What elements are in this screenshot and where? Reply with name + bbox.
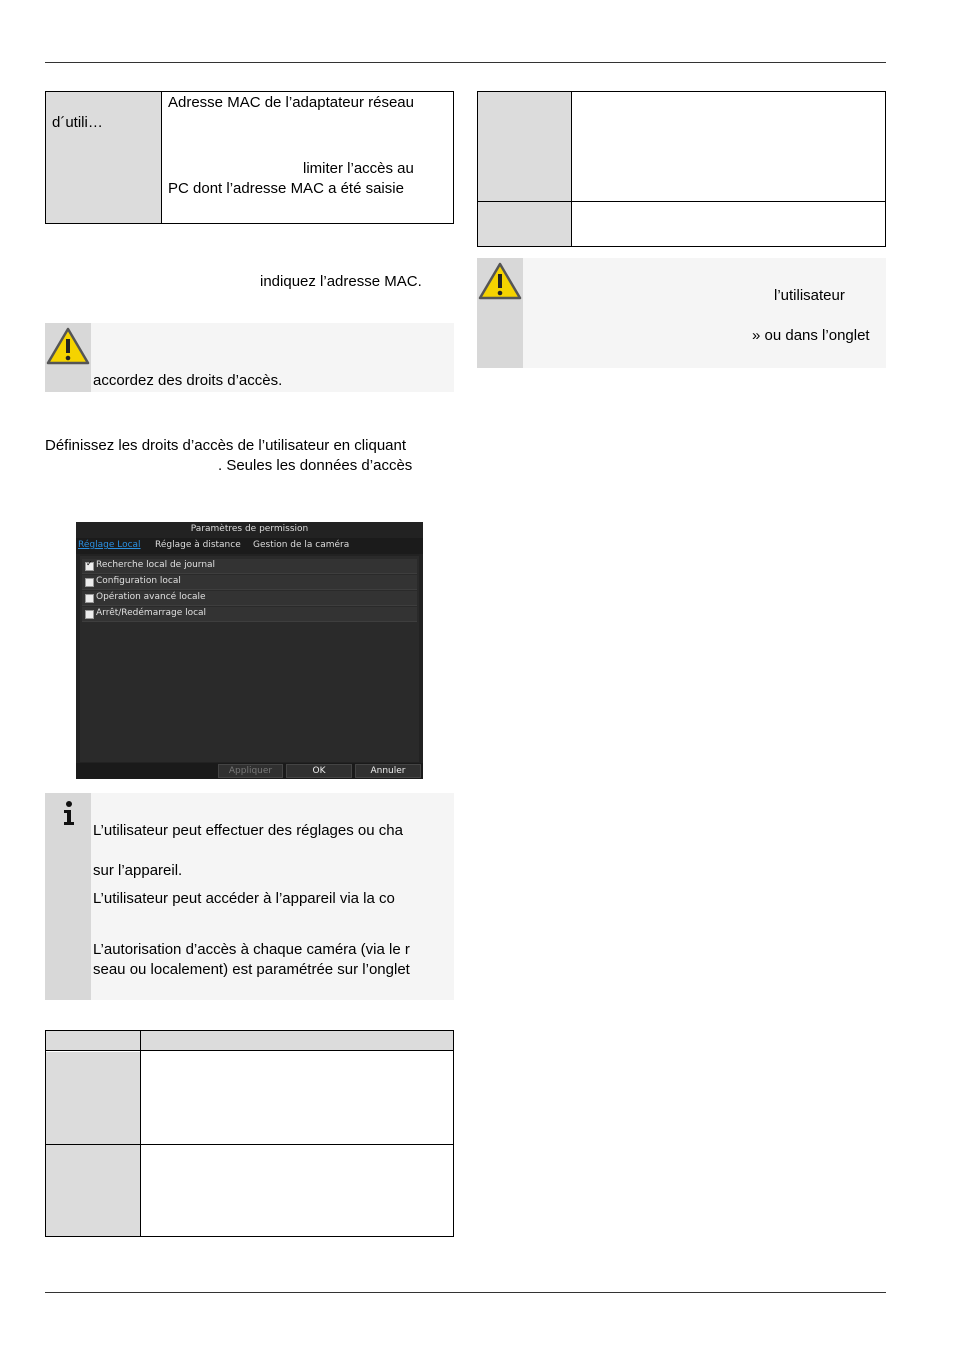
info-note-line3: L’utilisateur peut accéder à l’appareil via la co (93, 890, 395, 907)
permission-para-line1: Définissez les droits d’accès de l’utilisateur en cliquant (45, 437, 407, 454)
option-row[interactable] (82, 559, 417, 574)
warning-icon (478, 262, 522, 300)
info-note-line5: seau ou localement) est paramétrée sur l’onglet (93, 961, 410, 978)
right-table-left-col (478, 92, 572, 246)
info-icon (60, 800, 78, 826)
warning-note-1-text: accordez des droits d’accès. (93, 372, 283, 389)
warning-note-2-line1: l’utilisateur (774, 287, 845, 304)
apply-button[interactable]: Appliquer (218, 764, 283, 778)
dialog-title: Paramètres de permission (190, 524, 309, 534)
dialog-footer (76, 763, 423, 779)
tab-reglage-distance[interactable]: Réglage à distance (155, 540, 241, 550)
info-note-line4: L’autorisation d’accès à chaque caméra (via le r (93, 941, 410, 958)
option-label: Recherche local de journal (96, 560, 216, 570)
checkbox-checked-icon[interactable] (85, 562, 94, 571)
ok-button[interactable]: OK (286, 764, 352, 778)
bottom-table-header (46, 1031, 453, 1051)
warning-icon (46, 327, 90, 365)
option-row[interactable] (82, 575, 417, 590)
checkbox-icon[interactable] (85, 594, 94, 603)
mac-table-left-cell (46, 92, 162, 223)
option-label: Arrêt/Redémarrage local (96, 608, 207, 618)
permission-para-line2: . Seules les données d’accès (218, 457, 413, 474)
mac-table-right-line3: PC dont l’adresse MAC a été saisie (168, 180, 404, 197)
option-row[interactable] (82, 607, 417, 622)
tab-reglage-local[interactable]: Réglage Local (78, 540, 141, 550)
dialog-tab-bar (76, 538, 423, 554)
checkbox-icon[interactable] (85, 578, 94, 587)
bottom-table-col-divider (140, 1031, 141, 1236)
tab-gestion-camera[interactable]: Gestion de la caméra (253, 540, 350, 550)
header-rule (45, 62, 886, 63)
footer-rule (45, 1292, 886, 1293)
option-label: Opération avancé locale (96, 592, 206, 602)
option-row[interactable] (82, 591, 417, 606)
info-note-line2: sur l’appareil. (93, 862, 183, 879)
mac-table-right-line2: limiter l’accès au (303, 160, 414, 177)
mac-table-right-line1: Adresse MAC de l’adaptateur réseau (168, 94, 414, 111)
cancel-button[interactable]: Annuler (355, 764, 421, 778)
warning-note-2-line2: » ou dans l’onglet (752, 327, 870, 344)
right-table-row-divider (478, 201, 885, 202)
checkbox-icon[interactable] (85, 610, 94, 619)
bottom-table-row1-left (46, 1052, 140, 1144)
bottom-table-row2-left (46, 1145, 140, 1236)
option-label: Configuration local (96, 576, 181, 586)
warning-note-2 (477, 258, 886, 368)
permission-dialog (76, 522, 423, 779)
dialog-options-panel (80, 556, 419, 762)
mac-instruction: indiquez l’adresse MAC. (260, 273, 422, 290)
mac-table-left-text: d´utili… (52, 114, 103, 131)
info-note-line1: L’utilisateur peut effectuer des réglages ou cha (93, 822, 403, 839)
